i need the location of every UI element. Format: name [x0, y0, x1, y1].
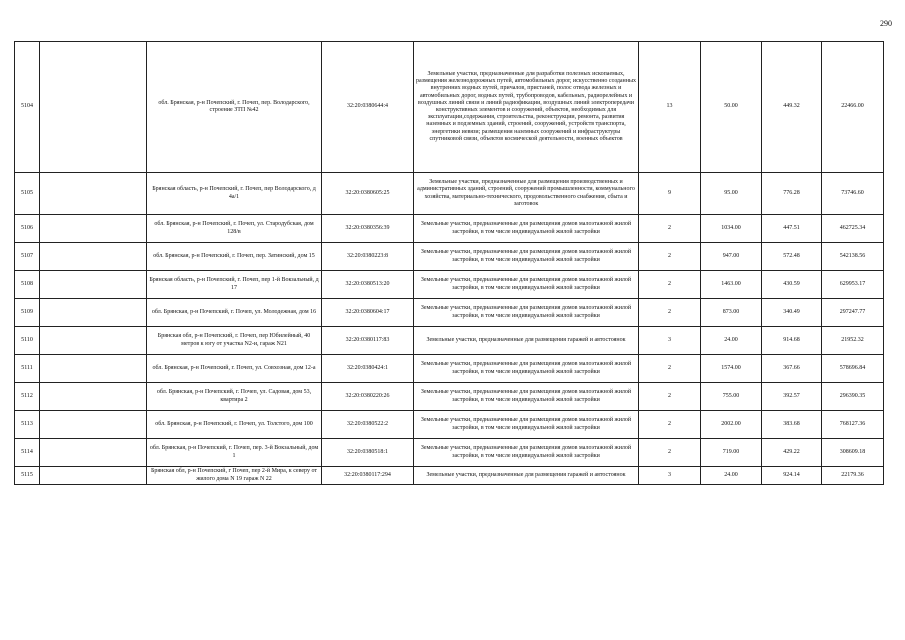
- use-group-cell: 2: [639, 271, 701, 299]
- specific-value-cell: 430.59: [762, 271, 822, 299]
- area-cell: 873.00: [701, 299, 762, 327]
- cadastral-number-cell: 32:20:0380220:26: [322, 383, 414, 411]
- row-number-cell: 5108: [15, 271, 40, 299]
- area-cell: 1034.00: [701, 215, 762, 243]
- row-number-cell: 5110: [15, 327, 40, 355]
- row-number-cell: 5106: [15, 215, 40, 243]
- empty-cell: [40, 439, 147, 467]
- specific-value-cell: 392.57: [762, 383, 822, 411]
- cadastral-number-cell: 32:20:0380223:8: [322, 243, 414, 271]
- use-group-cell: 2: [639, 383, 701, 411]
- table-row: [15, 215, 884, 243]
- area-cell: 1574.00: [701, 355, 762, 383]
- use-group-cell: 2: [639, 355, 701, 383]
- land-use-cell: Земельные участки, предназначенные для размещения домов малоэтажной жилой застройки, в том числе индивидуальной жилой застройки: [414, 215, 639, 243]
- area-cell: 24.00: [701, 467, 762, 485]
- cadastral-value-cell: 22179.36: [822, 467, 884, 485]
- empty-cell: [40, 173, 147, 215]
- specific-value-cell: 447.51: [762, 215, 822, 243]
- empty-cell: [40, 42, 147, 173]
- empty-cell: [40, 327, 147, 355]
- row-number-cell: 5113: [15, 411, 40, 439]
- address-cell: обл. Брянская, р-н Почепский, г. Почеп, пер. 3-й Вокзальный, дом 1: [147, 439, 322, 467]
- land-use-cell: Земельные участки, предназначенные для размещения гаражей и автостоянок: [414, 327, 639, 355]
- area-cell: 95.00: [701, 173, 762, 215]
- cadastral-number-cell: 32:20:0380644:4: [322, 42, 414, 173]
- address-cell: обл. Брянская, р-н Почепский, г. Почеп, ул. Садовая, дом 53, квартира 2: [147, 383, 322, 411]
- table-row: [15, 327, 884, 355]
- use-group-cell: 2: [639, 411, 701, 439]
- use-group-cell: 2: [639, 215, 701, 243]
- cadastral-number-cell: 32:20:0380117:83: [322, 327, 414, 355]
- address-cell: Брянская обл, р-н Почепский, г. Почеп, пер Юбилейный, 40 метров к югу от участка N2-и, гараж N21: [147, 327, 322, 355]
- area-cell: 719.00: [701, 439, 762, 467]
- area-cell: 50.00: [701, 42, 762, 173]
- land-use-cell: Земельные участки, предназначенные для размещения домов малоэтажной жилой застройки, в том числе индивидуальной жилой застройки: [414, 383, 639, 411]
- address-cell: Брянская обл, р-н Почепский, г Почеп, пер 2-й Мира, к северу от жилого дома N 19 гараж N 22: [147, 467, 322, 485]
- cadastral-number-cell: 32:20:0380605:25: [322, 173, 414, 215]
- row-number-cell: 5115: [15, 467, 40, 485]
- cadastral-value-cell: 21952.32: [822, 327, 884, 355]
- land-use-cell: Земельные участки, предназначенные для размещения домов малоэтажной жилой застройки, в том числе индивидуальной жилой застройки: [414, 299, 639, 327]
- specific-value-cell: 429.22: [762, 439, 822, 467]
- specific-value-cell: 776.28: [762, 173, 822, 215]
- cadastral-value-cell: 308609.18: [822, 439, 884, 467]
- address-cell: Брянская область, р-н Почепский, г. Почеп, пер Володарского, д 4а/1: [147, 173, 322, 215]
- land-use-cell: Земельные участки, предназначенные для размещения домов малоэтажной жилой застройки, в том числе индивидуальной жилой застройки: [414, 411, 639, 439]
- area-cell: 1463.00: [701, 271, 762, 299]
- cadastral-value-cell: 22466.00: [822, 42, 884, 173]
- empty-cell: [40, 243, 147, 271]
- land-use-cell: Земельные участки, предназначенные для размещения домов малоэтажной жилой застройки, в том числе индивидуальной жилой застройки: [414, 439, 639, 467]
- use-group-cell: 2: [639, 299, 701, 327]
- land-use-cell: Земельные участки, предназначенные для разработки полезных ископаемых, размещения железнодорожных путей, автомобильных дорог, искусственно созданных внутренних водных путей, причалов, пристаней, полос отвода железных и автомобильных дорог, водных путей, трубопроводов, кабельных, радиорелейных и воздушных линий связи и линий радиофикации, воздушных линий электропередачи конструктивных элементов и сооружений, объектов, необходимых для эксплуатации,содержания, строительства, реконструкции, ремонта, развития наземных и подземных зданий, строений, сооружений, устройств транспорта, энергетики иевязи; размещения наземных сооружений и инфраструктуры спутниковой связи, объектов космической деятельности, военных объектов: [414, 42, 639, 173]
- cadastral-number-cell: 32:20:0380117:294: [322, 467, 414, 485]
- row-number-cell: 5112: [15, 383, 40, 411]
- cadastral-number-cell: 32:20:0380356:39: [322, 215, 414, 243]
- area-cell: 24.00: [701, 327, 762, 355]
- address-cell: обл. Брянская, р-н Почепский, г. Почеп, ул. Толстого, дом 100: [147, 411, 322, 439]
- address-cell: обл. Брянская, р-н Почепский, г. Почеп, ул. Совхозная, дом 12-а: [147, 355, 322, 383]
- cadastral-value-cell: 578696.84: [822, 355, 884, 383]
- row-number-cell: 5105: [15, 173, 40, 215]
- area-cell: 2002.00: [701, 411, 762, 439]
- land-registry-table: [14, 41, 884, 485]
- address-cell: обл. Брянская, р-н Почепский, г. Почеп, ул. Стародубская, дом 128/в: [147, 215, 322, 243]
- area-cell: 755.00: [701, 383, 762, 411]
- row-number-cell: 5107: [15, 243, 40, 271]
- cadastral-value-cell: 629953.17: [822, 271, 884, 299]
- use-group-cell: 3: [639, 327, 701, 355]
- specific-value-cell: 449.32: [762, 42, 822, 173]
- use-group-cell: 2: [639, 243, 701, 271]
- page-number: 290: [880, 19, 892, 28]
- empty-cell: [40, 271, 147, 299]
- cadastral-value-cell: 297247.77: [822, 299, 884, 327]
- table-row: [15, 271, 884, 299]
- table-row: [15, 439, 884, 467]
- address-cell: Брянская область, р-н Почепский, г. Почеп, пер 1-й Вокзальный, д 17: [147, 271, 322, 299]
- cadastral-number-cell: 32:20:0380513:20: [322, 271, 414, 299]
- cadastral-number-cell: 32:20:0380604:17: [322, 299, 414, 327]
- specific-value-cell: 924.14: [762, 467, 822, 485]
- cadastral-number-cell: 32:20:0380518:1: [322, 439, 414, 467]
- empty-cell: [40, 467, 147, 485]
- cadastral-value-cell: 73746.60: [822, 173, 884, 215]
- empty-cell: [40, 355, 147, 383]
- empty-cell: [40, 215, 147, 243]
- specific-value-cell: 572.48: [762, 243, 822, 271]
- specific-value-cell: 383.68: [762, 411, 822, 439]
- cadastral-value-cell: 296390.35: [822, 383, 884, 411]
- row-number-cell: 5104: [15, 42, 40, 173]
- address-cell: обл. Брянская, р-н Почепский, г. Почеп, пер. Володарского, строение ЗТП №42: [147, 42, 322, 173]
- use-group-cell: 13: [639, 42, 701, 173]
- empty-cell: [40, 411, 147, 439]
- cadastral-number-cell: 32:20:0380522:2: [322, 411, 414, 439]
- cadastral-value-cell: 768127.36: [822, 411, 884, 439]
- table-row: [15, 467, 884, 485]
- empty-cell: [40, 299, 147, 327]
- specific-value-cell: 340.49: [762, 299, 822, 327]
- address-cell: обл. Брянская, р-н Почепский, г. Почеп, ул. Молодежная, дом 16: [147, 299, 322, 327]
- table-row: [15, 173, 884, 215]
- address-cell: обл. Брянская, р-н Почепский, г. Почеп, пер. Затинский, дом 15: [147, 243, 322, 271]
- area-cell: 947.00: [701, 243, 762, 271]
- empty-cell: [40, 383, 147, 411]
- row-number-cell: 5114: [15, 439, 40, 467]
- table-row: [15, 299, 884, 327]
- table-row: [15, 411, 884, 439]
- table-row: [15, 383, 884, 411]
- use-group-cell: 3: [639, 467, 701, 485]
- use-group-cell: 2: [639, 439, 701, 467]
- row-number-cell: 5109: [15, 299, 40, 327]
- table-row: [15, 243, 884, 271]
- table-row: [15, 42, 884, 173]
- cadastral-value-cell: 542138.56: [822, 243, 884, 271]
- row-number-cell: 5111: [15, 355, 40, 383]
- land-use-cell: Земельные участки, предназначенные для размещения домов малоэтажной жилой застройки, в том числе индивидуальной жилой застройки: [414, 243, 639, 271]
- specific-value-cell: 914.68: [762, 327, 822, 355]
- use-group-cell: 9: [639, 173, 701, 215]
- specific-value-cell: 367.66: [762, 355, 822, 383]
- cadastral-number-cell: 32:20:0380424:1: [322, 355, 414, 383]
- cadastral-value-cell: 462725.34: [822, 215, 884, 243]
- land-use-cell: Земельные участки, предназначенные для размещения производственных и административных зданий, строений, сооружений промышленности, коммунального хозяйства, материально-технического, продовольственного снабжения, сбыта и заготовок: [414, 173, 639, 215]
- land-use-cell: Земельные участки, предназначенные для размещения домов малоэтажной жилой застройки, в том числе индивидуальной жилой застройки: [414, 271, 639, 299]
- land-use-cell: Земельные участки, предназначенные для размещения гаражей и автостоянок: [414, 467, 639, 485]
- land-use-cell: Земельные участки, предназначенные для размещения домов малоэтажной жилой застройки, в том числе индивидуальной жилой застройки: [414, 355, 639, 383]
- table-row: [15, 355, 884, 383]
